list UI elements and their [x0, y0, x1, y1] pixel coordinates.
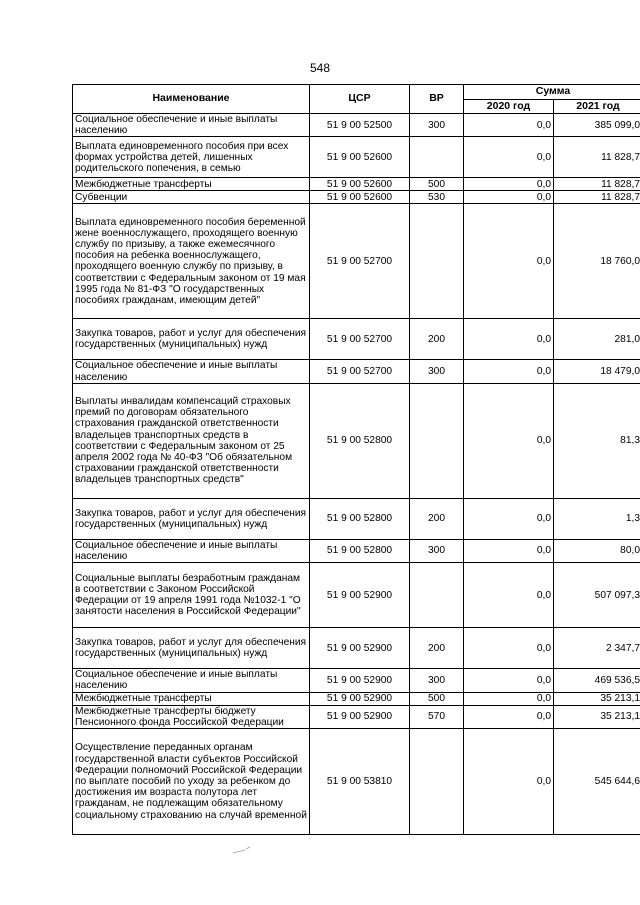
row-name: Межбюджетные трансферты	[73, 692, 310, 705]
row-csr: 51 9 00 53810	[310, 729, 410, 835]
row-csr: 51 9 00 52900	[310, 669, 410, 692]
row-csr: 51 9 00 52700	[310, 319, 410, 360]
row-name: Закупка товаров, работ и услуг для обеспечения государственных (муниципальных) нужд	[73, 628, 310, 669]
row-csr: 51 9 00 52500	[310, 114, 410, 137]
row-sum-2020: 0,0	[464, 383, 554, 498]
row-name: Закупка товаров, работ и услуг для обеспечения государственных (муниципальных) нужд	[73, 319, 310, 360]
signature-mark	[232, 845, 252, 855]
row-vr: 570	[410, 705, 464, 728]
row-sum-2020: 0,0	[464, 563, 554, 628]
row-sum-2021: 1,3	[554, 498, 640, 539]
table-row	[73, 178, 640, 191]
row-name: Межбюджетные трансферты бюджету Пенсионного фонда Российской Федерации	[73, 705, 310, 728]
row-csr: 51 9 00 52900	[310, 628, 410, 669]
row-csr: 51 9 00 52900	[310, 692, 410, 705]
table-header	[73, 85, 640, 114]
row-name: Выплата единовременного пособия беременной жене военнослужащего, проходящего военную службу по призыву, а также ежемесячного пособия на ребенка военнослужащего, проходящего военную службу по призыву, в соответствии с Федеральным законом от 19 мая 1995 года № 81-ФЗ "О государственных пособиях гражданам, имеющим детей"	[73, 204, 310, 319]
row-sum-2021: 18 479,0	[554, 360, 640, 383]
row-name: Закупка товаров, работ и услуг для обеспечения государственных (муниципальных) нужд	[73, 498, 310, 539]
row-csr: 51 9 00 52600	[310, 178, 410, 191]
table-row	[73, 705, 640, 728]
row-sum-2020: 0,0	[464, 692, 554, 705]
row-sum-2021: 35 213,1	[554, 692, 640, 705]
row-name: Выплаты инвалидам компенсаций страховых премий по договорам обязательного страхования гражданской ответственности владельцев транспортных средств в соответствии с Федеральным законом от 25 апреля 2002 года № 40-ФЗ "Об обязательном страховании гражданской ответственности владельцев транспортных средств"	[73, 383, 310, 498]
row-vr: 300	[410, 539, 464, 562]
table-row	[73, 114, 640, 137]
table-row	[73, 204, 640, 319]
table-body	[73, 114, 640, 835]
row-vr: 200	[410, 628, 464, 669]
row-name: Социальное обеспечение и иные выплаты населению	[73, 360, 310, 383]
row-csr: 51 9 00 52700	[310, 204, 410, 319]
row-sum-2020: 0,0	[464, 360, 554, 383]
row-sum-2021: 281,0	[554, 319, 640, 360]
row-vr	[410, 729, 464, 835]
row-vr: 500	[410, 692, 464, 705]
row-vr: 300	[410, 114, 464, 137]
table-row	[73, 383, 640, 498]
table-row	[73, 498, 640, 539]
row-sum-2021: 385 099,0	[554, 114, 640, 137]
row-sum-2020: 0,0	[464, 114, 554, 137]
row-name: Социальное обеспечение и иные выплаты населению	[73, 539, 310, 562]
row-csr: 51 9 00 52800	[310, 498, 410, 539]
header-sum: Сумма	[464, 85, 640, 100]
table-row	[73, 669, 640, 692]
budget-table	[72, 84, 640, 835]
row-name: Межбюджетные трансферты	[73, 178, 310, 191]
row-sum-2021: 2 347,7	[554, 628, 640, 669]
table-row	[73, 692, 640, 705]
row-csr: 51 9 00 52600	[310, 137, 410, 178]
row-vr	[410, 383, 464, 498]
row-sum-2020: 0,0	[464, 628, 554, 669]
row-sum-2021: 507 097,3	[554, 563, 640, 628]
row-csr: 51 9 00 52900	[310, 563, 410, 628]
table-row	[73, 628, 640, 669]
row-sum-2020: 0,0	[464, 137, 554, 178]
table-row	[73, 319, 640, 360]
row-sum-2020: 0,0	[464, 705, 554, 728]
row-vr: 200	[410, 319, 464, 360]
row-name: Социальное обеспечение и иные выплаты населению	[73, 669, 310, 692]
row-sum-2020: 0,0	[464, 191, 554, 204]
row-csr: 51 9 00 52800	[310, 383, 410, 498]
row-sum-2021: 18 760,0	[554, 204, 640, 319]
table-row	[73, 191, 640, 204]
header-name: Наименование	[73, 85, 310, 114]
row-vr: 500	[410, 178, 464, 191]
row-sum-2021: 81,3	[554, 383, 640, 498]
row-name: Социальное обеспечение и иные выплаты населению	[73, 114, 310, 137]
table-row	[73, 137, 640, 178]
table-row	[73, 360, 640, 383]
row-vr: 300	[410, 669, 464, 692]
row-vr: 300	[410, 360, 464, 383]
header-csr: ЦСР	[310, 85, 410, 114]
row-sum-2021: 545 644,6	[554, 729, 640, 835]
row-vr	[410, 204, 464, 319]
row-sum-2021: 35 213,1	[554, 705, 640, 728]
row-vr	[410, 137, 464, 178]
row-sum-2020: 0,0	[464, 319, 554, 360]
row-sum-2020: 0,0	[464, 669, 554, 692]
table-row	[73, 539, 640, 562]
row-csr: 51 9 00 52800	[310, 539, 410, 562]
row-sum-2020: 0,0	[464, 178, 554, 191]
row-csr: 51 9 00 52900	[310, 705, 410, 728]
page-number: 548	[309, 61, 331, 75]
row-sum-2020: 0,0	[464, 204, 554, 319]
row-sum-2020: 0,0	[464, 498, 554, 539]
header-vr: ВР	[410, 85, 464, 114]
header-year-2020: 2020 год	[464, 99, 554, 114]
row-sum-2021: 11 828,7	[554, 178, 640, 191]
table-row	[73, 563, 640, 628]
row-name: Выплата единовременного пособия при всех формах устройства детей, лишенных родительского попечения, в семью	[73, 137, 310, 178]
row-sum-2020: 0,0	[464, 539, 554, 562]
row-vr	[410, 563, 464, 628]
row-name: Субвенции	[73, 191, 310, 204]
row-csr: 51 9 00 52600	[310, 191, 410, 204]
header-year-2021: 2021 год	[554, 99, 640, 114]
row-name: Социальные выплаты безработным гражданам в соответствии с Законом Российской Федерации от 19 апреля 1991 года №1032-1 "О занятости населения в Российской Федерации"	[73, 563, 310, 628]
row-sum-2021: 11 828,7	[554, 137, 640, 178]
row-name: Осуществление переданных органам государственной власти субъектов Российской Федерации полномочий Российской Федерации по выплате пособий по уходу за ребенком до достижения им возраста полутора лет гражданам, не подлежащим обязательному социальному страхованию на случай временной	[73, 729, 310, 835]
row-vr: 200	[410, 498, 464, 539]
row-vr: 530	[410, 191, 464, 204]
row-sum-2021: 11 828,7	[554, 191, 640, 204]
row-csr: 51 9 00 52700	[310, 360, 410, 383]
row-sum-2021: 469 536,5	[554, 669, 640, 692]
row-sum-2021: 80,0	[554, 539, 640, 562]
table-row	[73, 729, 640, 835]
row-sum-2020: 0,0	[464, 729, 554, 835]
